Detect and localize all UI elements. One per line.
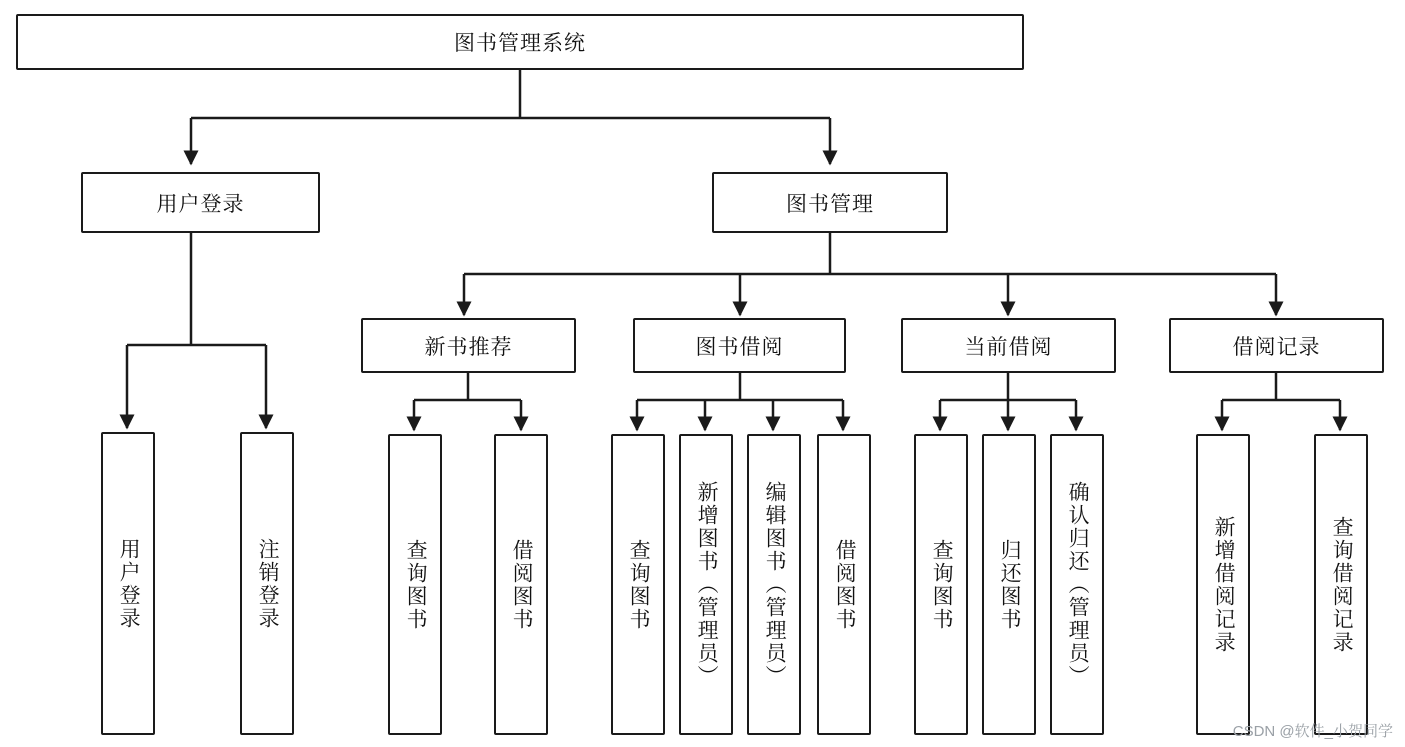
node-root[interactable]: 图书管理系统	[16, 14, 1024, 70]
node-book-management[interactable]: 图书管理	[712, 172, 948, 233]
leaf-borrow-edit-book[interactable]: 编辑图书（管理员）	[747, 434, 801, 735]
leaf-record-query-record[interactable]: 查询借阅记录	[1314, 434, 1368, 735]
leaf-current-confirm-return[interactable]: 确认归还（管理员）	[1050, 434, 1104, 735]
watermark-text: CSDN @软件_小贺同学	[1232, 723, 1393, 740]
leaf-user-login-login[interactable]: 用户登录	[101, 432, 155, 735]
node-book-borrow[interactable]: 图书借阅	[633, 318, 846, 373]
node-current-borrow[interactable]: 当前借阅	[901, 318, 1116, 373]
node-borrow-record[interactable]: 借阅记录	[1169, 318, 1384, 373]
node-user-login[interactable]: 用户登录	[81, 172, 320, 233]
leaf-borrow-query-book[interactable]: 查询图书	[611, 434, 665, 735]
node-new-book-recommend[interactable]: 新书推荐	[361, 318, 576, 373]
leaf-record-add-record[interactable]: 新增借阅记录	[1196, 434, 1250, 735]
leaf-borrow-borrow-book[interactable]: 借阅图书	[817, 434, 871, 735]
leaf-recommend-query-book[interactable]: 查询图书	[388, 434, 442, 735]
leaf-recommend-borrow-book[interactable]: 借阅图书	[494, 434, 548, 735]
leaf-borrow-add-book[interactable]: 新增图书（管理员）	[679, 434, 733, 735]
leaf-current-query-book[interactable]: 查询图书	[914, 434, 968, 735]
leaf-user-login-logout[interactable]: 注销登录	[240, 432, 294, 735]
leaf-current-return-book[interactable]: 归还图书	[982, 434, 1036, 735]
